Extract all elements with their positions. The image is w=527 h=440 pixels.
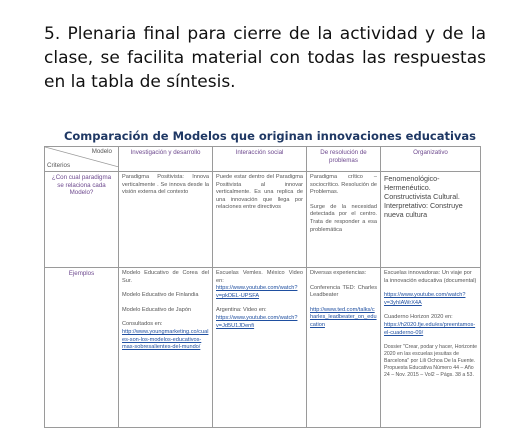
link-youtube-argentina[interactable]: https://www.youtube.com/watch?v=Jd5U1JDenfi — [216, 314, 298, 329]
link-youtube-mexico[interactable]: https://www.youtube.com/watch?v=pkDEL-UPSFA — [216, 285, 298, 299]
row-label-ejemplos: Ejemplos — [45, 268, 119, 428]
header-investigacion: Investigación y desarrollo — [119, 147, 213, 172]
cell-text: Dossier "Crear, podar y hacer, Horizonte 2020 en las escuelas jesuitas de Barcelona" por Lili Ochoa De la Fuente. Propuesta Educativa Número 44 – Año 24 – Nov. 2015 – Vol2 – Págs. 38 a 53. — [384, 344, 477, 379]
link-youtube-documental[interactable]: https://www.youtube.com/watch?v=3yhIAWrX4A — [384, 292, 466, 306]
cell-ejemplos-organizativo — [381, 268, 481, 428]
table-header-row — [45, 147, 481, 172]
cell-paradigma-investigacion: Paradigma Positivista: Innova verticalmente . Se innova desde la visión externa del contexto — [119, 172, 213, 268]
cell-text: Modelo Educativo de Corea del Sur. — [122, 270, 209, 284]
cell-text: Modelo Educativo de Finlandia — [122, 292, 199, 299]
cell-paradigma-organizativo: Fenomenológico-Hermenéutico. Constructivista Cultural. Interpretativo: Construye nueva cultura — [381, 172, 481, 268]
cell-paradigma-resolucion — [307, 172, 381, 268]
comparison-table-wrapper — [44, 146, 480, 428]
cell-ejemplos-investigacion — [119, 268, 213, 428]
cell-ejemplos-resolucion — [307, 268, 381, 428]
cell-text: Conferencia TED: Charles Leadbeater — [310, 284, 377, 299]
cell-text: Surge de la necesidad detectada por el centro. Trata de responder a esa problemática — [310, 203, 377, 233]
cell-text: Paradigma crítico – sociocrítico. Resolución de Problemas. — [310, 174, 377, 196]
cell-ejemplos-interaccion — [213, 268, 307, 428]
cell-text: Cuaderno Horizon 2020 en: — [384, 314, 453, 321]
row-label-paradigma: ¿Con cual paradigma se relaciona cada Modelo? — [45, 172, 119, 268]
corner-bottom-label: Criterios — [47, 162, 71, 170]
corner-cell — [45, 147, 119, 172]
link-ted-talk[interactable]: http://www.ted.com/talks/charles_leadbeater_on_education — [310, 306, 377, 328]
corner-top-label: Modelo — [91, 148, 112, 155]
header-organizativo: Organizativo — [381, 147, 481, 172]
intro-paragraph: 5. Plenaria final para cierre de la actividad y de la clase, se facilita material con todas las respuestas en la tabla de síntesis. — [44, 24, 486, 92]
table-row — [45, 268, 481, 428]
comparison-table — [44, 146, 481, 428]
cell-text: Argentina: Video en: — [216, 307, 267, 314]
link-horizon-2020[interactable]: https://h2020.fje.edu/es/preentamos-el-cuaderno-09/ — [384, 321, 476, 336]
cell-text: Consultados en: — [122, 321, 163, 328]
link-young-marketing[interactable]: http://www.youngmarketing.co/cuales-son-los-modelos-educativos-mas-sobresalientes-del-mundo/ — [122, 328, 209, 351]
header-interaccion-social: Interacción social — [213, 147, 307, 172]
cell-text: Escuelas Vemles. México Video en: — [216, 270, 303, 284]
cell-text: Diversas experiencias: — [310, 270, 367, 276]
header-resolucion-problemas: De resolución de problemas — [307, 147, 381, 172]
cell-text: Modelo Educativo de Japón — [122, 306, 192, 313]
table-title: Comparación de Modelos que originan innovaciones educativas — [63, 129, 477, 143]
cell-paradigma-interaccion: Puede estar dentro del Paradigma Positivista al innovar verticalmente. Es una replica de una innovación que llega por relaciones entre directivos — [213, 172, 307, 268]
table-row — [45, 172, 481, 268]
cell-text: Escuelas innovadoras: Un viaje por la innovación educativa (documental) — [384, 270, 477, 284]
